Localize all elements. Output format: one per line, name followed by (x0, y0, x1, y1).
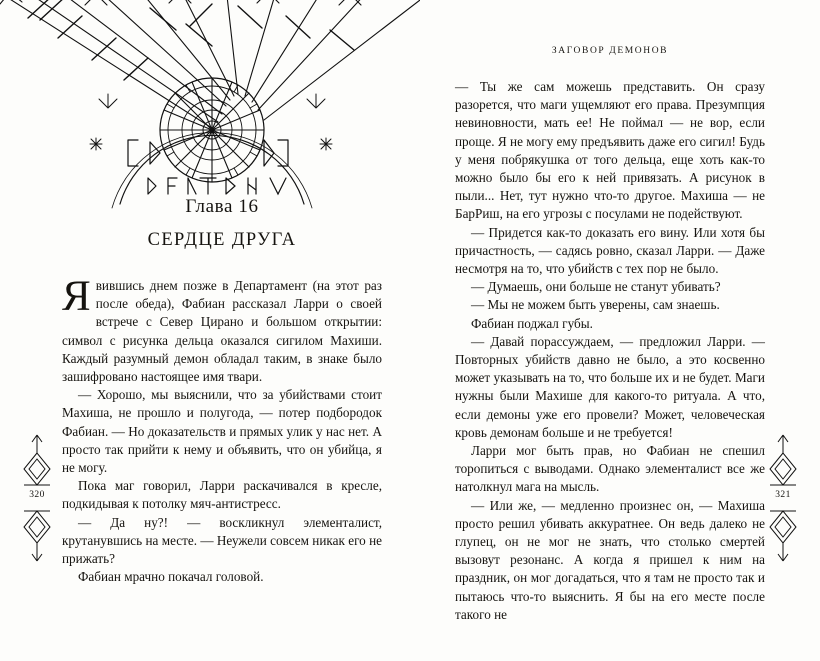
chapter-heading (62, 196, 382, 251)
paragraph: — Давай порассуждаем, — предложил Ларри. — Повторных убийств давно не было, а это косвенно может указывать на то, что больше их и не будет. Маги нужны были Махише для какого-то ритуала. А что, если демоны уже его провели? Может, человеческая кровь демонам больше и не требуется! (455, 333, 765, 440)
paragraph: — Думаешь, они больше не станут убивать? (471, 279, 721, 295)
folio-right (760, 433, 806, 583)
left-body-text (62, 273, 382, 586)
paragraph-text: вившись днем позже в Департамент (на этот раз после обеда), Фабиан рассказал Ларри о своей встрече с Север Цирано и большом открытии: символ с рисунка дельца оказался сигилом Махиши. Каждый разумный демон обладал таким, в знаке было зашифровано настоящее имя твари. (62, 278, 382, 385)
paragraph: — Да ну?! — воскликнул элементалист, крутанувшись на месте. — Неужели совсем никак его не прижать? (62, 514, 382, 567)
right-text-column (455, 0, 765, 661)
paragraph: — Хорошо, мы выяснили, что за убийствами стоит Махиша, не прошло и полугода, — потер подбородок Фабиан. — Но доказательств и прямых улик у нас нет. А просто так прийти к нему и объявить, что он убийца, я не могу. (62, 387, 382, 476)
paragraph: — Или же, — медленно произнес он, — Махиша просто решил убивать аккуратнее. Он ведь далеко не глупец, он не мог не знать, что столько смертей вызовут резонанс. А когда я пришел к ним на праздник, он мог догадаться, что я там не просто так и пытаюсь что-то выяснить. Я бы на его месте после такого не (455, 497, 765, 622)
paragraph: — Ты же сам можешь представить. Он сразу разорется, что маги ущемляют его права. Презумпция невиновности, мать ее! Не поймал — не вор, если проще. Я не могу ему предъявить даже его сигил! Будь у меня побрякушка от того дельца, еще хоть как-то можно было бы его к ней привязать. А рисунок в пыли... Нет, тут нужно что-то другое. Махиша — не БарРиш, на его угрозы с посулами не подействуют. (455, 79, 765, 222)
drop-cap: Я (62, 273, 91, 320)
page-number: 321 (775, 490, 791, 500)
paragraph: Ларри мог быть прав, но Фабиан не спешил торопиться с выводами. Однако элементалист все же натолкнул мага на мысль. (455, 443, 765, 495)
paragraph: Фабиан поджал губы. (471, 315, 593, 331)
left-text-column (62, 0, 382, 661)
running-head: ЗАГОВОР ДЕМОНОВ (551, 46, 669, 56)
folio-ornament-icon (760, 433, 806, 583)
paragraph: — Придется как-то доказать его вину. Или хотя бы причастность, — садясь ровно, сказал Ларри. — Даже несмотря на то, что убийств с тех пор не было. (455, 224, 765, 277)
paragraph (62, 273, 382, 386)
paragraph: — Мы не можем быть уверены, сам знаешь. (471, 297, 720, 313)
folio-ornament-icon (14, 433, 60, 583)
chapter-title: СЕРДЦЕ ДРУГА (147, 230, 297, 250)
right-body-text (455, 78, 765, 624)
folio-left (14, 433, 60, 583)
page-number: 320 (29, 490, 45, 500)
paragraph: Фабиан мрачно покачал головой. (78, 569, 264, 585)
paragraph: Пока маг говорил, Ларри раскачивался в кресле, подкидывая к потолку мяч-антистресс. (62, 478, 382, 512)
chapter-number: Глава 16 (185, 196, 259, 217)
